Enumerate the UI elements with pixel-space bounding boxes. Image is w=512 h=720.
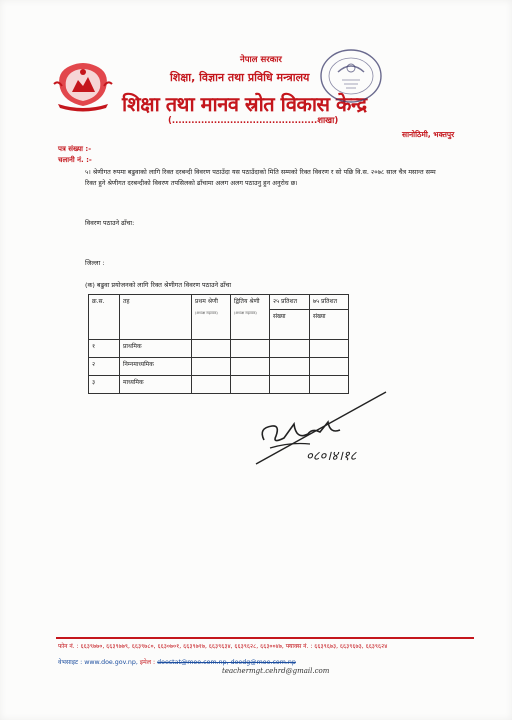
district-label: जिल्ला : — [85, 259, 105, 267]
header-75-percent-label: ७५ प्रतिशत — [313, 298, 338, 305]
header-25-count: संख्या — [270, 309, 309, 322]
header-second-grade-note: (अध्यक्ष सहायक) — [234, 311, 257, 315]
header-second-grade-label: द्वितिय श्रेणी — [234, 298, 260, 305]
center-name: शिक्षा तथा मानव स्रोत विकास केन्द्र — [122, 92, 367, 116]
signature-icon — [250, 388, 390, 478]
row-cell — [231, 340, 270, 358]
row-cell — [231, 358, 270, 376]
footer-divider — [56, 637, 474, 639]
header-first-grade-label: प्रथम श्रेणी — [195, 298, 218, 305]
office-stamp-icon — [318, 46, 384, 106]
table-row — [89, 358, 349, 376]
row-cell — [270, 358, 310, 376]
footer-phone: फोन नं. : ६६३९७७०, ६६३९७७९, ६६३९७८०, ६६३०७०१, ६६३९७१७, ६६३९६३४, ६६३९६२८, ६६३००४७, फ्याक्स नं. : ६६३९६७३, ६६३९६७३, ६६३९६२४ — [58, 643, 388, 650]
request-paragraph: ५। श्रेणीगत रुपमा बढुवाको लागि रिक्त दरबन्दी विवरण पठाउँदा यस पठाउँदाको मिति सम्मको रिक्त विवरण र सो पछि वि.स. २०७८ साल चैत्र मसान्त सम्म रिक्त हुने श्रेणीगत दरबन्दीको विवरण तपसिलको ढाँचामा अलग अलग पठाउनु हुन अनुरोध छ। — [85, 168, 436, 187]
table-row — [89, 340, 349, 358]
row-cell — [310, 358, 349, 376]
table-caption: (क) बढुवा प्रयोजनको लागि रिक्त श्रेणीगत विवरण पठाउने ढाँचा — [85, 281, 232, 289]
signature-date: ०८०।४।१८ — [306, 449, 357, 464]
table-header-row — [89, 295, 349, 340]
header-first-grade — [192, 295, 231, 340]
letter-number-label: पत्र संख्या :- — [58, 145, 92, 153]
header-level: तह — [120, 295, 192, 340]
footer-contact — [58, 657, 296, 666]
footer-email-struck[interactable]: doestat@moe.com.np, doedg@moe.com.np — [157, 659, 296, 666]
ministry-name: शिक्षा, विज्ञान तथा प्रविधि मन्त्रालय — [170, 71, 310, 84]
footer-email-label: इमेल : — [139, 659, 156, 666]
header-25-percent-label: २५ प्रतिशत — [273, 298, 298, 305]
header-75-count: संख्या — [310, 309, 348, 322]
row-level: प्राथमिक — [120, 340, 192, 358]
row-level: निम्नमाध्यमिक — [120, 358, 192, 376]
row-cell — [192, 376, 231, 394]
header-sn: क्र.स. — [89, 295, 120, 340]
office-location: सानोठिमी, भक्तपुर — [402, 130, 455, 139]
row-cell — [192, 358, 231, 376]
row-sn: २ — [89, 358, 120, 376]
row-sn: ३ — [89, 376, 120, 394]
row-level: माध्यमिक — [120, 376, 192, 394]
row-cell — [192, 340, 231, 358]
row-cell — [270, 340, 310, 358]
header-25-percent — [270, 295, 310, 340]
dispatch-number-label: चलानी नं. :- — [58, 156, 92, 164]
header-second-grade — [231, 295, 270, 340]
format-label: विवरण पठाउने ढाँचा: — [85, 219, 135, 227]
row-cell — [310, 340, 349, 358]
header-75-percent — [310, 295, 349, 340]
nepal-emblem-icon — [52, 58, 114, 112]
header-first-grade-note: (अध्यक्ष सहायक) — [195, 311, 218, 315]
vacancy-table — [88, 294, 349, 394]
footer-website[interactable]: वेभसाइट : www.doe.gov.np, — [58, 659, 138, 666]
section-line: (.............................................शाखा) — [168, 116, 339, 126]
government-name: नेपाल सरकार — [240, 55, 282, 65]
handwritten-email: teachermgt.cehrd@gmail.com — [222, 667, 330, 675]
row-sn: १ — [89, 340, 120, 358]
